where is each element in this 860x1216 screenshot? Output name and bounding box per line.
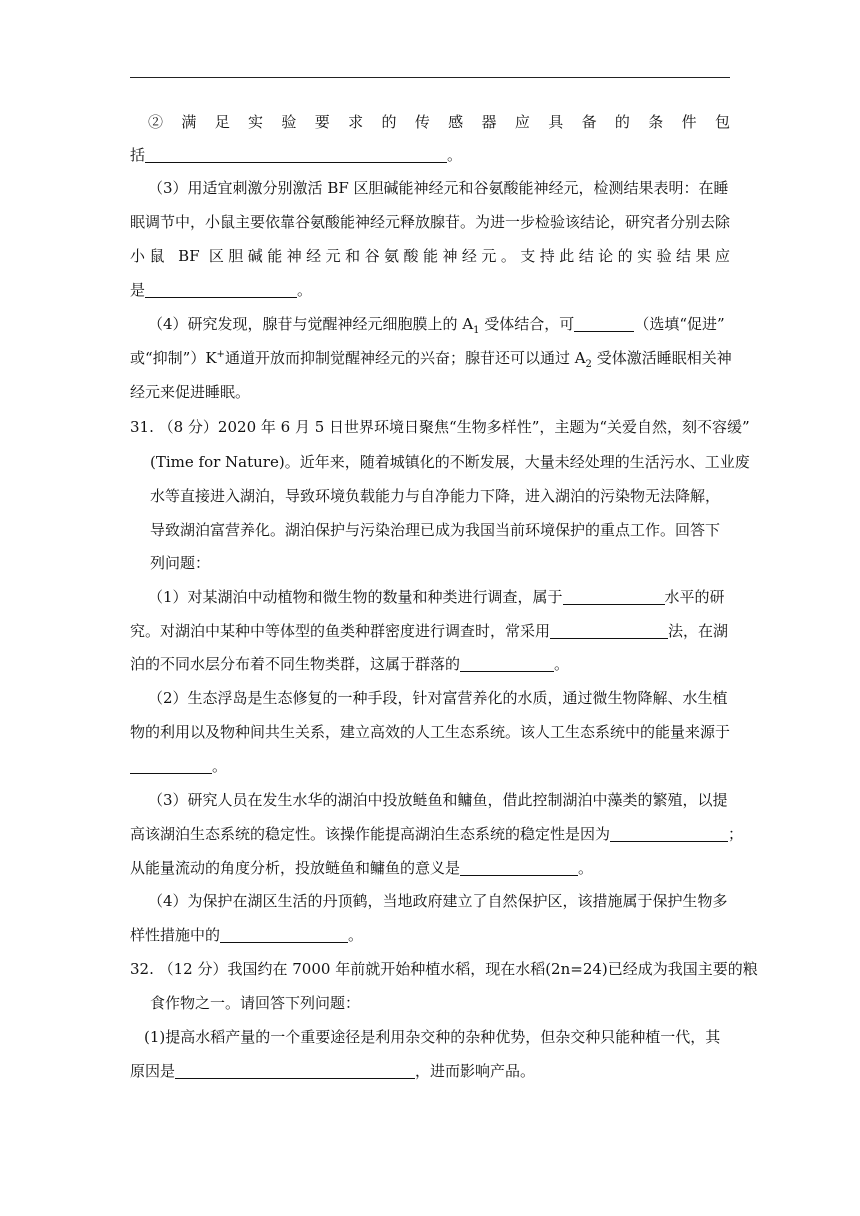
q31-stem-line2: (Time for Nature)。近年来，随着城镇化的不断发展，大量未经处理的生活污水、工业废 <box>150 453 750 471</box>
answer-blank[interactable] <box>460 859 578 876</box>
q30-2-line2: 括 。 <box>130 146 463 164</box>
answer-blank[interactable] <box>130 757 212 774</box>
answer-blank[interactable] <box>145 146 447 163</box>
q30-3-line2: 眠调节中，小鼠主要依靠谷氨酸能神经元释放腺苷。为进一步检验该结论，研究者分别去除 <box>130 213 731 231</box>
q31-stem-line1: 31. （8 分）2020 年 6 月 5 日世界环境日聚焦“生物多样性”，主题为“关爱自然，刻不容缓” <box>130 418 750 436</box>
q30-3-line4: 是 。 <box>130 281 313 299</box>
q32-stem-line1: 32. （12 分）我国约在 7000 年前就开始种植水稻，现在水稻(2n=24)已经成为我国主要的粮 <box>130 960 758 978</box>
q31-2-line2: 物的利用以及物种间共生关系，建立高效的人工生态系统。该人工生态系统中的能量来源于 <box>130 723 731 741</box>
answer-blank[interactable] <box>145 281 297 298</box>
answer-blank[interactable] <box>610 825 728 842</box>
q31-2-line3: 。 <box>130 756 227 776</box>
q31-1-line1: （1）对某湖泊中动植物和微生物的数量和种类进行调查，属于 水平的研 <box>148 588 725 606</box>
q31-2-line1: （2）生态浮岛是生态修复的一种手段，针对富营养化的水质，通过微生物降解、水生植 <box>148 689 728 707</box>
q32-1-line2: 原因是 ，进而影响产品。 <box>130 1062 536 1080</box>
header-rule <box>130 77 730 78</box>
q30-4-line3: 经元来促进睡眠。 <box>130 383 251 401</box>
answer-blank[interactable] <box>175 1062 415 1079</box>
q30-4-line1: （4）研究发现，腺苷与觉醒神经元细胞膜上的 $A_1$ 受体结合，可 （选填“促进” <box>148 315 725 336</box>
answer-blank[interactable] <box>550 622 668 639</box>
q31-1-line2: 究。对湖泊中某种中等体型的鱼类种群密度进行调查时，常采用 法，在湖 <box>130 622 729 640</box>
q31-3-line1: （3）研究人员在发生水华的湖泊中投放鲢鱼和鳙鱼，借此控制湖泊中藻类的繁殖，以提 <box>148 791 728 809</box>
q31-4-line1: （4）为保护在湖区生活的丹顶鹤，当地政府建立了自然保护区，该措施属于保护生物多 <box>148 892 728 910</box>
q31-4-line2: 样性措施中的 。 <box>130 926 364 944</box>
q31-1-line3: 泊的不同水层分布着不同生物类群，这属于群落的 。 <box>130 655 570 673</box>
q30-2-line1: ②满足实验要求的传感器应具备的条件包 <box>148 113 730 131</box>
answer-blank[interactable] <box>220 926 348 943</box>
answer-blank[interactable] <box>460 655 554 672</box>
q31-stem-line4: 导致湖泊富营养化。湖泊保护与污染治理已成为我国当前环境保护的重点工作。回答下 <box>150 521 721 539</box>
q30-3-line1: （3）用适宜刺激分别激活 BF 区胆碱能神经元和谷氨酸能神经元，检测结果表明：在睡 <box>148 179 729 197</box>
q31-3-line3: 从能量流动的角度分析，投放鲢鱼和鳙鱼的意义是 。 <box>130 859 594 877</box>
answer-blank[interactable] <box>563 588 665 605</box>
q32-stem-line2: 食作物之一。请回答下列问题： <box>150 994 361 1012</box>
q31-stem-line3: 水等直接进入湖泊，导致环境负载能力与自净能力下降，进入湖泊的污染物无法降解， <box>150 487 721 505</box>
q30-3-line3: 小鼠 BF 区胆碱能神经元和谷氨酸能神经元。支持此结论的实验结果应 <box>130 247 730 265</box>
q30-4-line2: 或“抑制”）K+通道开放而抑制觉醒神经元的兴奋；腺苷还可以通过 $A_2$ 受体激活睡眠相关神 <box>130 349 732 370</box>
q31-stem-line5: 列问题： <box>150 554 211 572</box>
q32-1-line1: (1)提高水稻产量的一个重要途径是利用杂交种的杂种优势，但杂交种只能种植一代，其 <box>144 1028 721 1046</box>
q31-3-line2: 高该湖泊生态系统的稳定性。该操作能提高湖泊生态系统的稳定性是因为 ； <box>130 825 744 843</box>
answer-blank[interactable] <box>574 315 634 332</box>
